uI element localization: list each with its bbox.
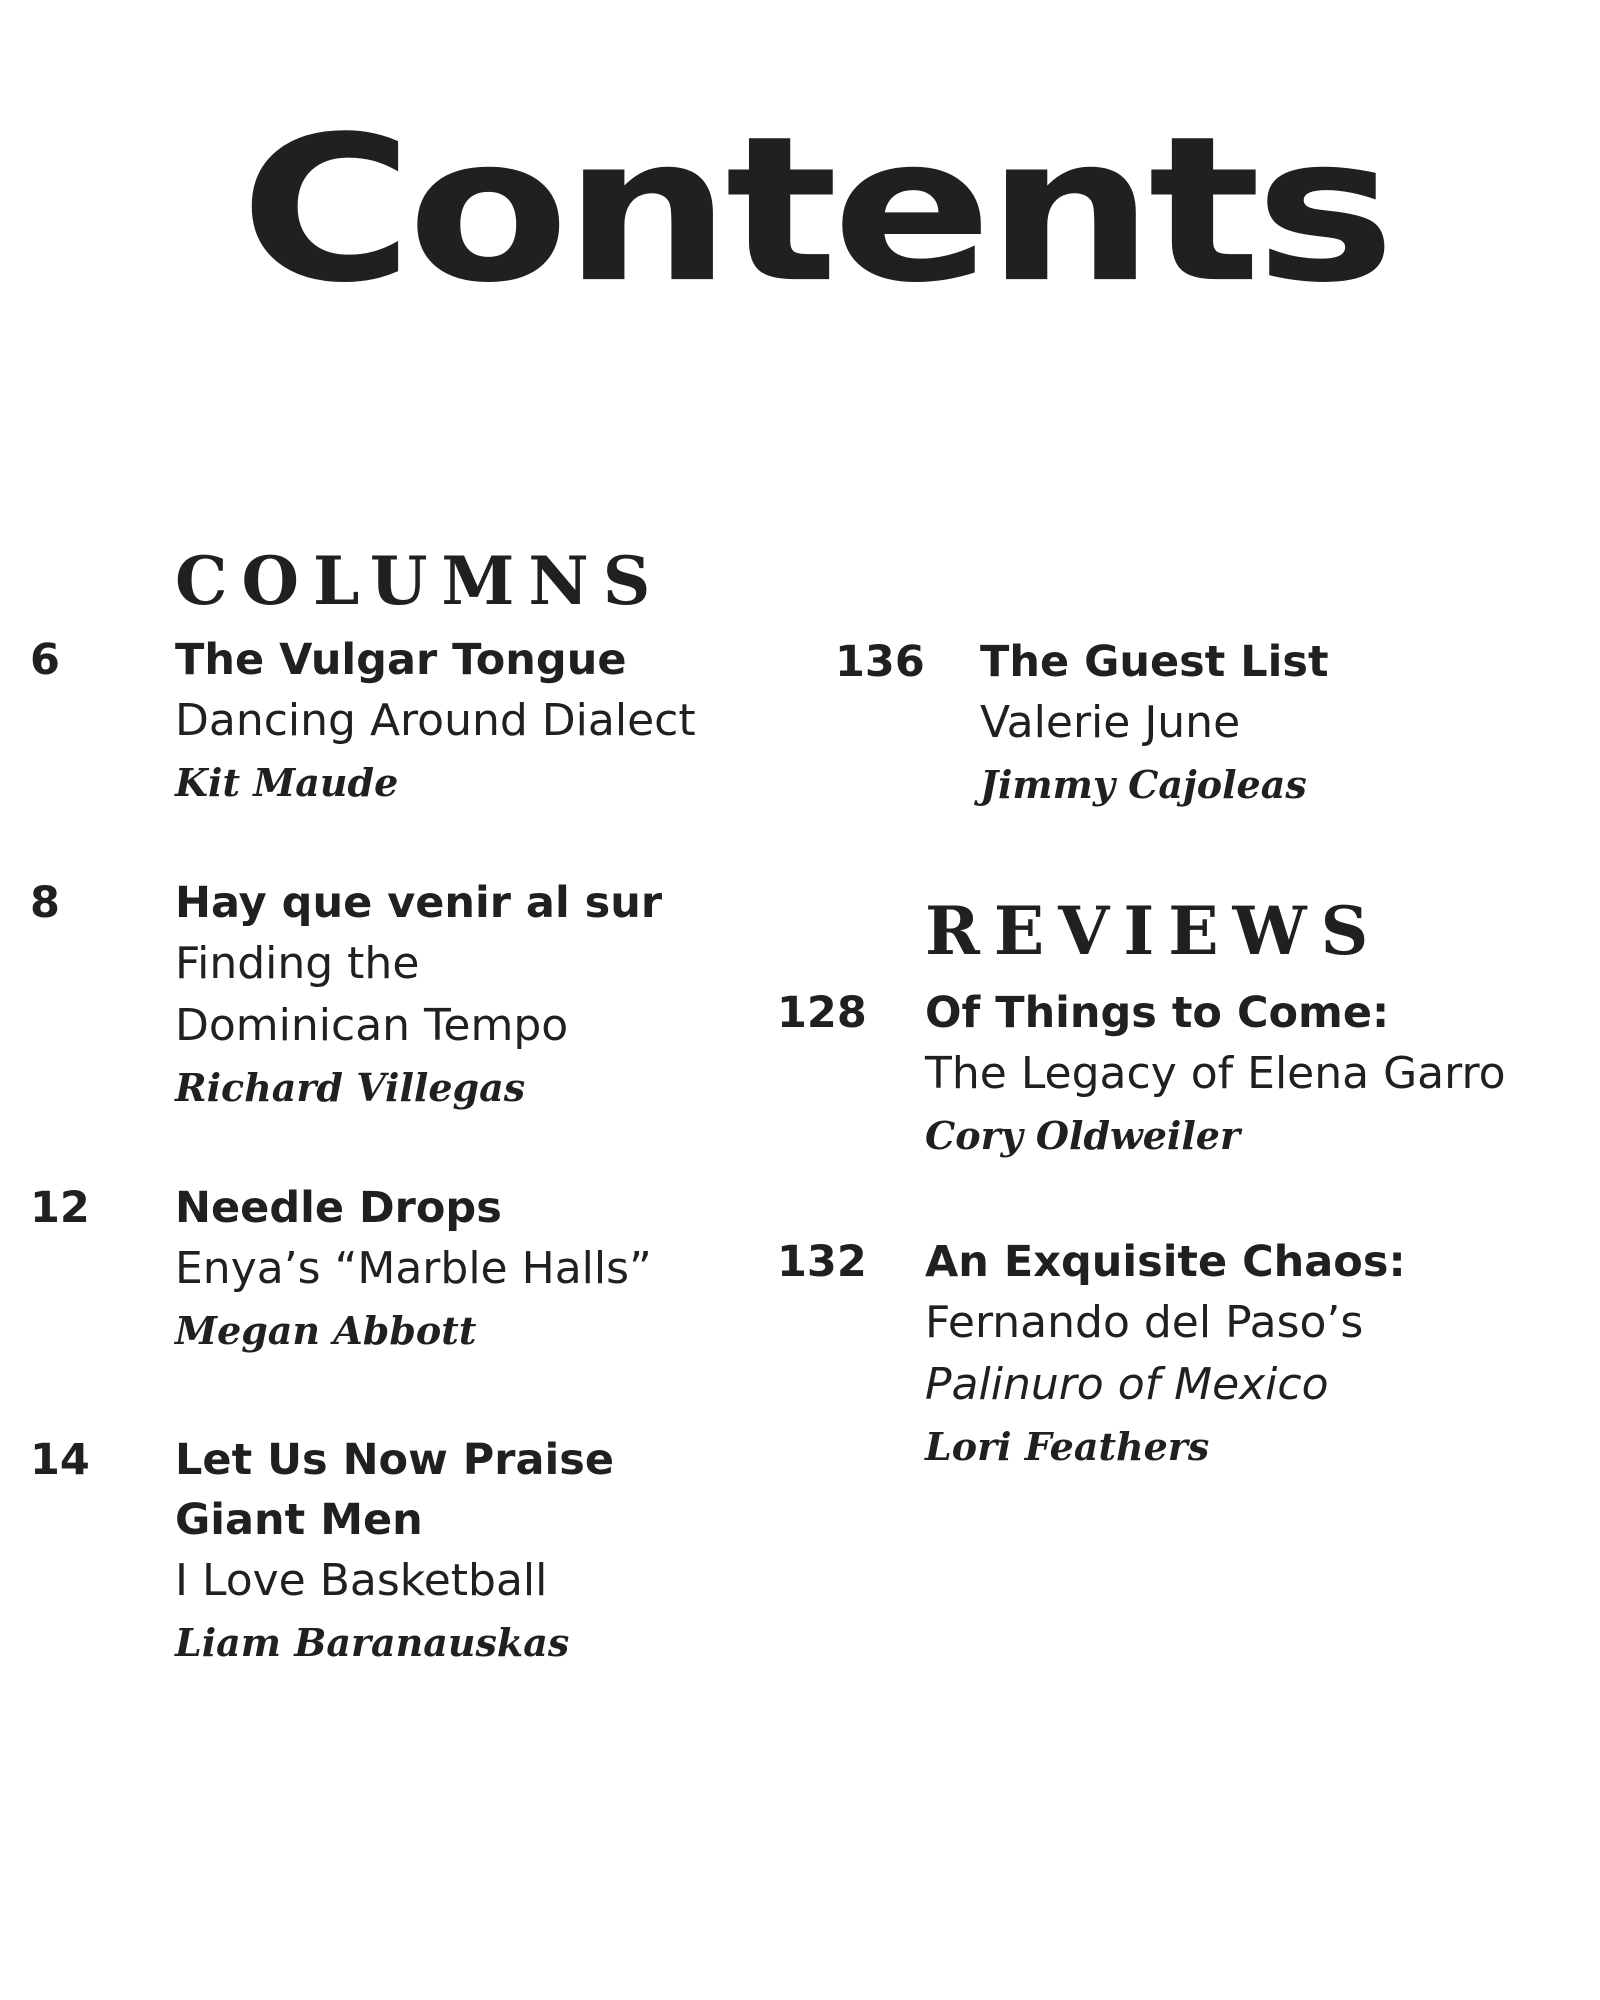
columns-heading: COLUMNS bbox=[175, 542, 665, 620]
entry-title[interactable]: The Vulgar Tongue bbox=[175, 635, 627, 685]
entry-author: Cory Oldweiler bbox=[925, 1113, 1240, 1158]
entry-author: Jimmy Cajoleas bbox=[980, 762, 1307, 807]
entry-title[interactable]: Needle Drops bbox=[175, 1183, 502, 1233]
entry-subtitle: Enya’s “Marble Halls” bbox=[175, 1243, 652, 1294]
entry-author: Lori Feathers bbox=[925, 1424, 1210, 1469]
entry-subtitle: Valerie June bbox=[980, 697, 1241, 748]
page-number: 128 bbox=[777, 988, 867, 1038]
entry-title[interactable]: The Guest List bbox=[980, 637, 1329, 687]
entry-subtitle-line-2: Dominican Tempo bbox=[175, 1000, 569, 1051]
entry-title[interactable]: An Exquisite Chaos: bbox=[925, 1237, 1406, 1287]
page-number: 136 bbox=[835, 637, 925, 687]
page-number: 8 bbox=[30, 878, 60, 928]
book-title-italic: Palinuro of Mexico bbox=[925, 1359, 1329, 1410]
entry-title[interactable]: Hay que venir al sur bbox=[175, 878, 663, 928]
page-number: 132 bbox=[777, 1237, 867, 1287]
page-number: 6 bbox=[30, 635, 60, 685]
entry-author: Richard Villegas bbox=[175, 1065, 526, 1110]
reviews-heading: REVIEWS bbox=[925, 892, 1383, 970]
entry-subtitle-line-1: Finding the bbox=[175, 938, 420, 989]
entry-author: Liam Baranauskas bbox=[175, 1620, 570, 1665]
entry-subtitle: The Legacy of Elena Garro bbox=[925, 1048, 1506, 1099]
page-title: Contents bbox=[240, 93, 1390, 327]
entry-subtitle-line-1: Fernando del Paso’s bbox=[925, 1297, 1364, 1348]
page-number: 14 bbox=[30, 1435, 90, 1485]
entry-subtitle-line-2 bbox=[925, 1354, 1595, 1416]
page-number: 12 bbox=[30, 1183, 90, 1233]
entry-title-line-2[interactable]: Giant Men bbox=[175, 1495, 423, 1545]
entry-author: Megan Abbott bbox=[175, 1308, 477, 1353]
entry-subtitle: Dancing Around Dialect bbox=[175, 695, 696, 746]
entry-title[interactable]: Of Things to Come: bbox=[925, 988, 1390, 1038]
entry-author: Kit Maude bbox=[175, 760, 399, 805]
entry-title-line-1[interactable]: Let Us Now Praise bbox=[175, 1435, 615, 1485]
entry-subtitle: I Love Basketball bbox=[175, 1555, 548, 1606]
